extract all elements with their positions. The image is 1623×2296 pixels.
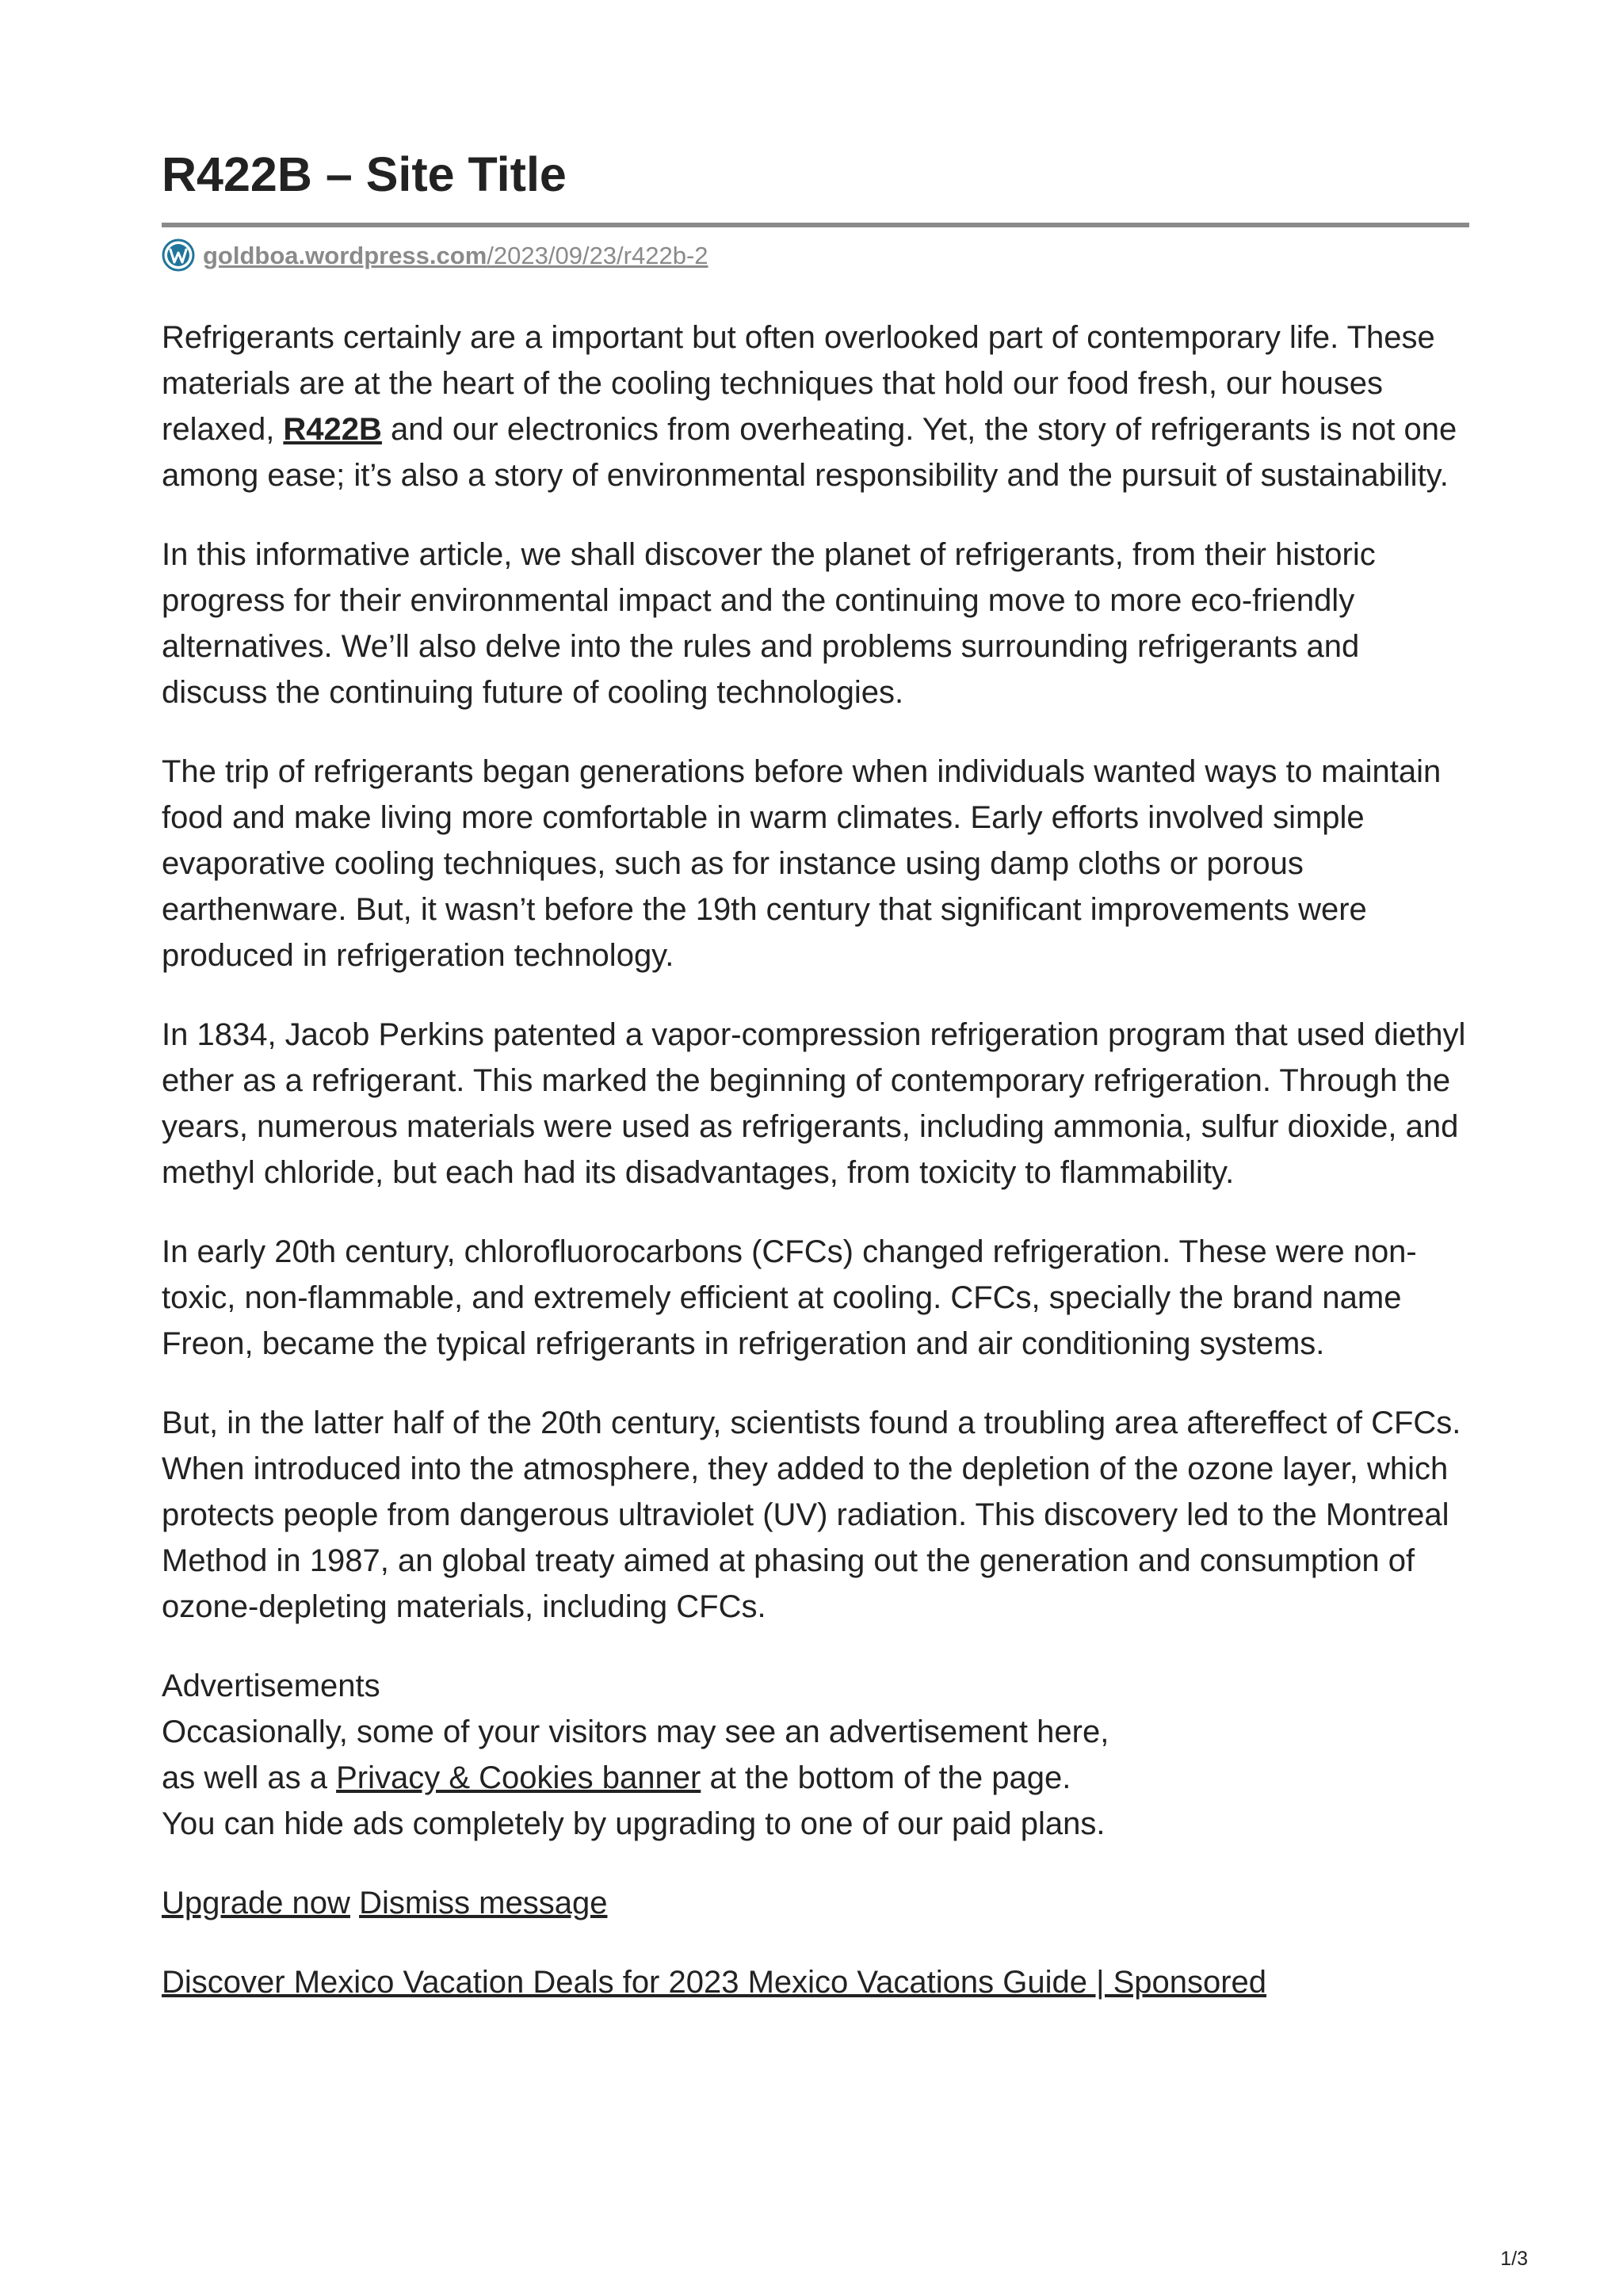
source-path: /2023/09/23/r422b-2 — [487, 241, 708, 269]
paragraph-3: The trip of refrigerants began generations before when individuals wanted ways to maintain food and make living more comfortable in warm climates. Early efforts involved simple evaporative cooling techniques, such as for instance using damp cloths or porous earthenware. But, it wasn’t before the 19th century that significant improvements were produced in refrigeration technology. — [162, 754, 1442, 973]
ad-line-2 — [162, 1755, 1469, 1801]
page — [162, 147, 1469, 2005]
ad-notice — [162, 1663, 1469, 2005]
ad-line-1: Occasionally, some of your visitors may see an advertisement here, — [162, 1714, 1109, 1749]
page-number: 1/3 — [1500, 2248, 1528, 2270]
paragraph-1-end: and our electronics from overheating. Yet, the story of refrigerants is not one among ease; it’s also a story of environmental responsibility and the pursuit of sustainability. — [162, 412, 1457, 493]
wordpress-icon — [162, 238, 195, 272]
ad-line-3: You can hide ads completely by upgrading to one of our paid plans. — [162, 1806, 1106, 1841]
ad-heading: Advertisements — [162, 1669, 380, 1703]
privacy-cookies-link[interactable]: Privacy & Cookies banner — [336, 1760, 701, 1795]
article-body — [162, 315, 1469, 2005]
r422b-link[interactable]: R422B — [283, 412, 382, 447]
paragraph-2: In this informative article, we shall discover the planet of refrigerants, from their historic progress for their environmental impact and the continuing move to more eco-friendly alternatives. We’ll also delve into the rules and problems surrounding refrigerants and discuss the continuing future of cooling technologies. — [162, 537, 1376, 710]
source-line — [162, 238, 1469, 272]
paragraph-1 — [162, 315, 1469, 498]
upgrade-now-link[interactable]: Upgrade now — [162, 1886, 350, 1920]
page-title: R422B – Site Title — [162, 147, 567, 201]
ad-line-2-start: as well as a — [162, 1760, 337, 1795]
source-domain: goldboa.wordpress.com — [203, 241, 487, 269]
paragraph-4: In 1834, Jacob Perkins patented a vapor-compression refrigeration program that used diethyl ether as a refrigerant. This marked the beginning of contemporary refrigeration. Through the years, numerous materials were used as refrigerants, including ammonia, sulfur dioxide, and methyl chloride, but each had its disadvantages, from toxicity to flammability. — [162, 1017, 1466, 1190]
source-link[interactable] — [203, 243, 708, 268]
paragraph-6: But, in the latter half of the 20th century, scientists found a troubling area aftereffect of CFCs. When introduced into the atmosphere, they added to the depletion of the ozone layer, which protects people from dangerous ultraviolet (UV) radiation. This discovery led to the Montreal Method in 1987, an global treaty aimed at phasing out the generation and consumption of ozone-depleting materials, including CFCs. — [162, 1405, 1461, 1624]
paragraph-5: In early 20th century, chlorofluorocarbons (CFCs) changed refrigeration. These were non-toxic, non-flammable, and extremely efficient at cooling. CFCs, specially the brand name Freon, became the typical refrigerants in refrigeration and air conditioning systems. — [162, 1234, 1417, 1361]
ad-line-2-end: at the bottom of the page. — [701, 1760, 1071, 1795]
ad-actions — [162, 1880, 1469, 1926]
paragraph-1-start: Refrigerants certainly are a important but often overlooked part of contemporary life. These materials are at the heart of the cooling techniques that hold our food fresh, our houses relaxed, — [162, 320, 1435, 447]
title-divider — [162, 223, 1469, 227]
sponsored-link[interactable]: Discover Mexico Vacation Deals for 2023 Mexico Vacations Guide | Sponsored — [162, 1965, 1267, 2000]
sponsored-line — [162, 1959, 1469, 2005]
dismiss-message-link[interactable]: Dismiss message — [359, 1886, 608, 1920]
